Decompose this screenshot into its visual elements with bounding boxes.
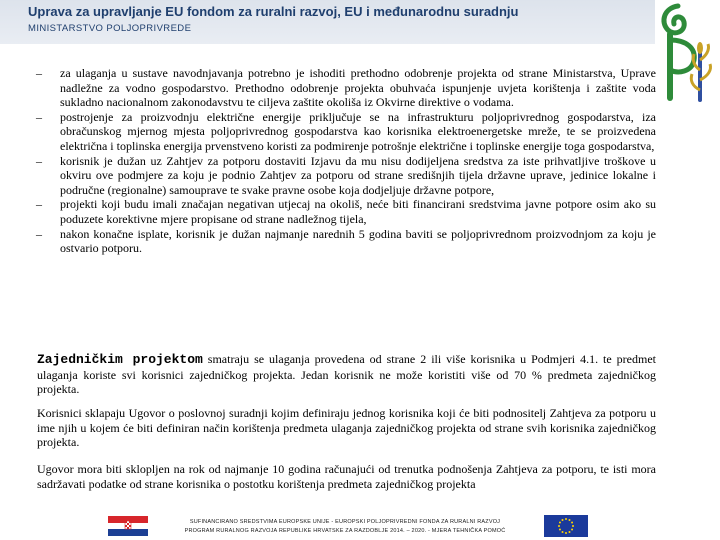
eu-star xyxy=(559,529,561,531)
header-title: Uprava za upravljanje EU fondom za ruralni razvoj, EU i međunarodnu suradnju xyxy=(28,4,519,19)
eu-star xyxy=(565,518,567,520)
bullet-marker: – xyxy=(36,153,42,168)
croatia-flag-icon xyxy=(108,516,148,536)
contract-duration-paragraph: Ugovor mora biti sklopljen na rok od najmanje 10 godina računajući od trenutka podnošenja Zahtjeva za potporu, te isti mora sadržavati podatke od strane korisnika o postotku korištenja predmeta zajedničkog projekta xyxy=(37,462,656,491)
footer-line-2: PROGRAM RURALNOG RAZVOJA REPUBLIKE HRVATSKE ZA RAZDOBLJE 2014. – 2020. - MJERA TEHNIČKA POMOĆ xyxy=(184,528,506,534)
list-item xyxy=(36,66,656,110)
eu-star xyxy=(558,525,560,527)
bullet-marker: – xyxy=(36,109,42,124)
list-item xyxy=(36,227,656,256)
eu-star xyxy=(562,531,564,533)
bullet-list xyxy=(36,66,656,256)
header-subtitle: MINISTARSTVO POLJOPRIVREDE xyxy=(28,23,192,34)
bullet-text: korisnik je dužan uz Zahtjev za potporu dostaviti Izjavu da mu nisu dodijeljena sredstva za iste prihvatljive troškove u okviru ove podmjere za koju je podnio Zahtjev za potporu od strane središnjih tijela državne uprave, jedinice lokalne i područne (regionalne) samouprave te svake pravne osobe koja dodjeljuje državne potpore, xyxy=(60,153,656,197)
bullet-text: postrojenje za proizvodnju električne energije priključuje se na infrastrukturu poljoprivrednog gospodarstva, iza obračunskog mjernog mjesta poljoprivrednog gospodarstva kao korisnika elektroenergetske mreže, te se proizvedena električna i toplinska energija prvenstveno koristi za podmirenje potrošnje električne i toplinske energije toga gospodarstva, xyxy=(60,109,656,153)
eu-star xyxy=(571,529,573,531)
bullet-text: za ulaganja u sustave navodnjavanja potrebno je ishoditi prethodno odobrenje projekta od strane Ministarstva, Uprave nadležne za vodno gospodarstvo. Prethodno odobrenje projekta obuhvaća ispunjenje uvjeta korištenja i zaštite voda sukladno nacionalnom zakonodavstvu te ciljeva zaštite okoliša iz Okvirne direktive o vodama. xyxy=(60,66,656,110)
eu-star xyxy=(565,532,567,534)
list-item xyxy=(36,197,656,226)
cooperation-agreement-paragraph: Korisnici sklapaju Ugovor o poslovnoj suradnji kojim definiraju jednog korisnika koji će biti podnositelj Zahtjeva za potporu u ime njih u kojem će biti definiran način korištenja predmeta ulaganja zajedničkog projekta od strane svih korisnika zajedničkog projekta. xyxy=(37,406,656,450)
list-item xyxy=(36,154,656,198)
bullet-text: projekti koji budu imali značajan negativan utjecaj na okoliš, neće biti financirani sredstvima javne potpore osim ako su poduzete korektivne mjere propisane od strane nadležnog tijela, xyxy=(60,197,656,226)
joint-project-lead: Zajedničkim projektom xyxy=(37,352,203,367)
eu-star xyxy=(569,519,571,521)
joint-project-paragraph xyxy=(37,352,656,397)
ministry-logo-icon xyxy=(656,0,720,108)
footer-text xyxy=(150,518,540,536)
list-item xyxy=(36,110,656,154)
eu-star xyxy=(559,522,561,524)
page-header xyxy=(0,0,655,44)
eu-star xyxy=(572,525,574,527)
joint-project-text: smatraju se ulaganja provedena od strane 2 ili više korisnika u Podmjeri 4.1. te predmet ulaganja koriste svi korisnici zajedničkog projekta. Jedan korisnik ne može koristiti više od 70 % predmeta zajedničkog projekta. xyxy=(37,352,657,397)
eu-star xyxy=(571,522,573,524)
bullet-text: nakon konačne isplate, korisnik je dužan najmanje narednih 5 godina baviti se poljoprivrednom proizvodnjom za koju je ostvario potporu. xyxy=(60,226,656,256)
eu-star xyxy=(569,531,571,533)
bullet-marker: – xyxy=(36,226,42,241)
footer-line-1: SUFINANCIRANO SREDSTVIMA EUROPSKE UNIJE - EUROPSKI POLJOPRIVREDNI FONDA ZA RURALNI RAZVOJ xyxy=(189,519,501,525)
bullet-marker: – xyxy=(36,66,42,80)
eu-flag-icon xyxy=(544,515,588,537)
bullet-marker: – xyxy=(36,197,42,212)
eu-star xyxy=(562,519,564,521)
